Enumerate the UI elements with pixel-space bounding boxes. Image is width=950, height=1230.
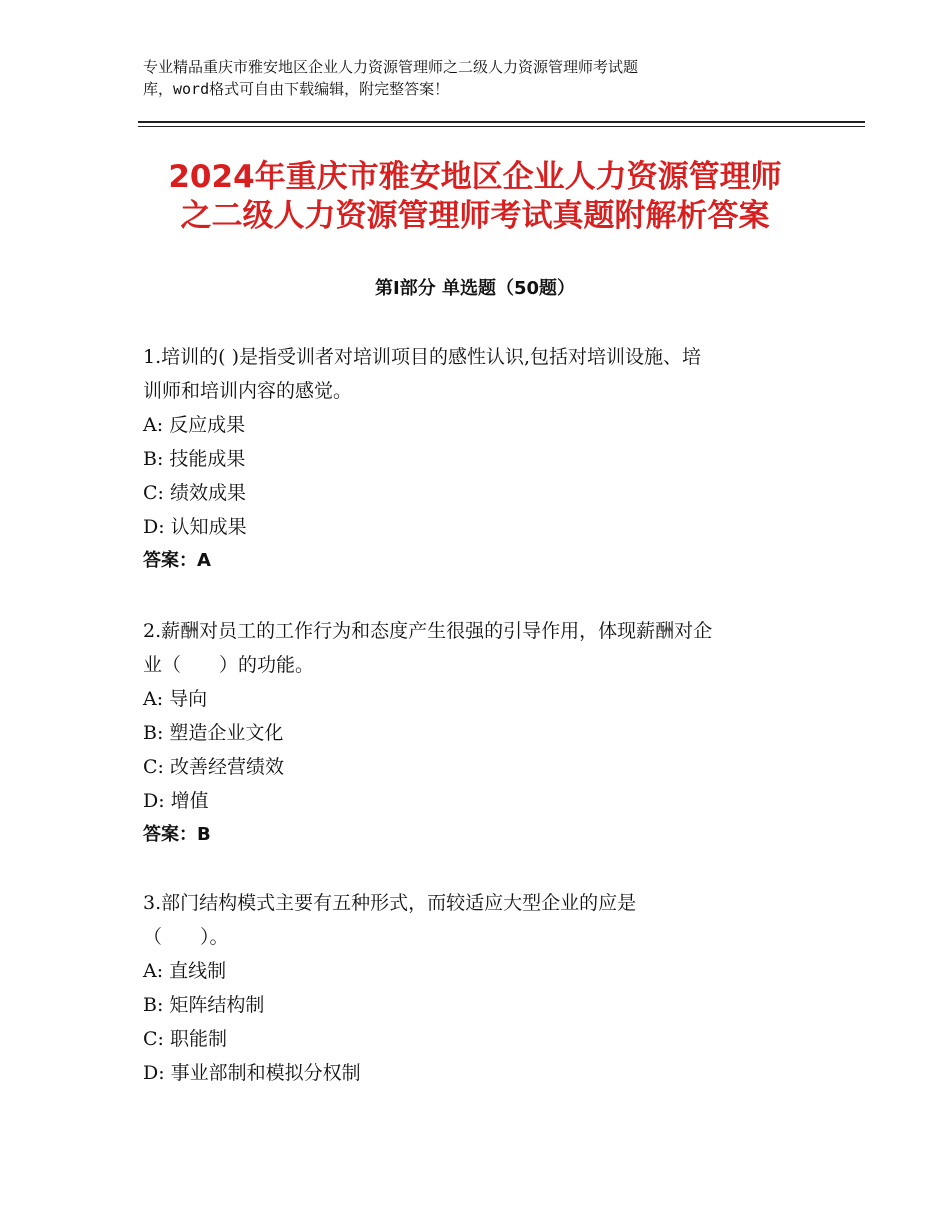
question-1 <box>143 340 823 578</box>
option-a: A: 导向 <box>143 688 208 710</box>
question-stem: 业（ ）的功能。 <box>143 654 315 676</box>
question-stem: 2.薪酬对员工的工作行为和态度产生很强的引导作用，体现薪酬对企 <box>143 620 713 642</box>
option-b: B: 矩阵结构制 <box>143 994 265 1016</box>
option-d: D: 事业部制和模拟分权制 <box>143 1062 361 1084</box>
option-a: A: 直线制 <box>143 960 227 982</box>
header-note-line: 专业精品重庆市雅安地区企业人力资源管理师之二级人力资源管理师考试题 <box>143 58 639 76</box>
option-d: D: 增值 <box>143 790 209 812</box>
question-2 <box>143 614 823 852</box>
option-a: A: 反应成果 <box>143 414 246 436</box>
option-b: B: 塑造企业文化 <box>143 722 284 744</box>
title-line: 之二级人力资源管理师考试真题附解析答案 <box>180 198 770 234</box>
option-c: C: 职能制 <box>143 1028 227 1050</box>
header-note-line: 库，word格式可自由下载编辑，附完整答案！ <box>143 80 450 98</box>
section-heading: 第Ⅰ部分 单选题（50题） <box>374 278 575 299</box>
question-stem: 训师和培训内容的感觉。 <box>143 380 353 402</box>
question-stem: （ ）。 <box>143 926 229 948</box>
question-3 <box>143 886 823 1090</box>
question-stem: 1.培训的( )是指受训者对培训项目的感性认识,包括对培训设施、培 <box>143 346 702 368</box>
option-c: C: 改善经营绩效 <box>143 756 284 778</box>
option-c: C: 绩效成果 <box>143 482 246 504</box>
option-d: D: 认知成果 <box>143 516 247 538</box>
option-b: B: 技能成果 <box>143 448 246 470</box>
header-divider <box>138 121 865 123</box>
page-title <box>0 158 950 236</box>
header-note <box>143 56 803 100</box>
answer: 答案：A <box>143 550 211 571</box>
title-line: 2024年重庆市雅安地区企业人力资源管理师 <box>168 159 782 195</box>
header-divider-thin <box>138 126 865 127</box>
question-stem: 3.部门结构模式主要有五种形式，而较适应大型企业的应是 <box>143 892 637 914</box>
answer: 答案：B <box>143 824 211 845</box>
